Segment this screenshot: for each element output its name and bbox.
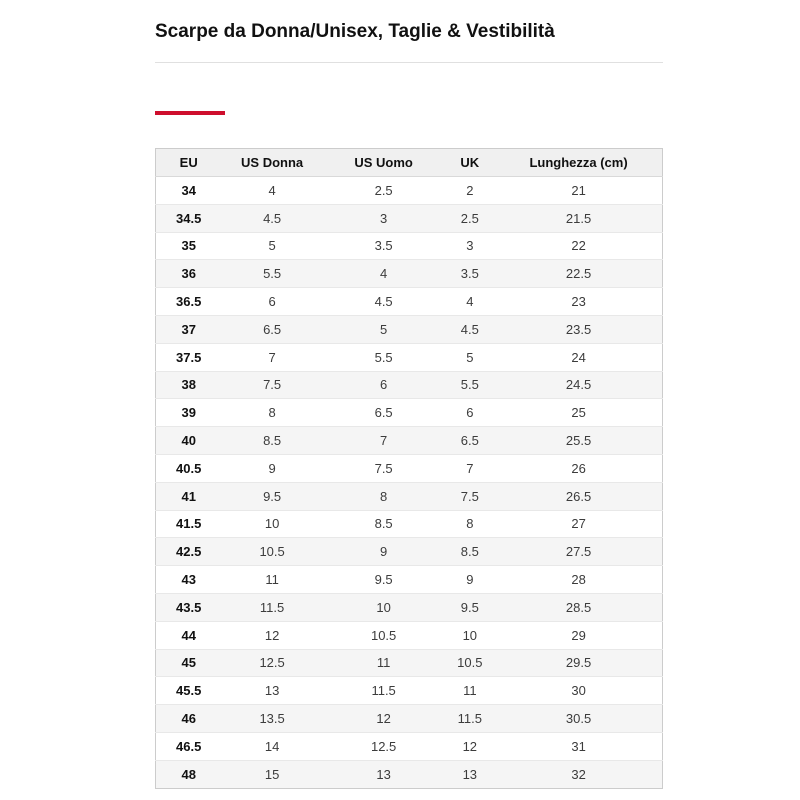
table-row [156, 621, 663, 649]
size-value-cell: 26 [495, 454, 662, 482]
size-value-cell: 10 [323, 593, 445, 621]
size-value-cell: 5 [323, 315, 445, 343]
size-value-cell: 9 [323, 538, 445, 566]
eu-size-cell: 48 [156, 760, 222, 788]
size-table [155, 148, 663, 789]
size-value-cell: 12.5 [221, 649, 322, 677]
size-value-cell: 6.5 [323, 399, 445, 427]
size-value-cell: 10 [444, 621, 495, 649]
size-value-cell: 4 [323, 260, 445, 288]
table-row [156, 705, 663, 733]
table-row [156, 232, 663, 260]
size-value-cell: 3 [323, 204, 445, 232]
size-value-cell: 9 [444, 566, 495, 594]
size-value-cell: 8 [323, 482, 445, 510]
table-row [156, 343, 663, 371]
size-value-cell: 4.5 [221, 204, 322, 232]
size-value-cell: 7 [444, 454, 495, 482]
column-header: Lunghezza (cm) [495, 149, 662, 177]
size-value-cell: 9.5 [444, 593, 495, 621]
eu-size-cell: 36 [156, 260, 222, 288]
eu-size-cell: 41.5 [156, 510, 222, 538]
size-value-cell: 7.5 [323, 454, 445, 482]
table-row [156, 204, 663, 232]
column-header: EU [156, 149, 222, 177]
size-value-cell: 24.5 [495, 371, 662, 399]
size-value-cell: 6 [323, 371, 445, 399]
table-row [156, 399, 663, 427]
size-value-cell: 6.5 [444, 427, 495, 455]
table-row [156, 760, 663, 788]
table-row [156, 482, 663, 510]
size-value-cell: 10.5 [323, 621, 445, 649]
size-value-cell: 11 [221, 566, 322, 594]
eu-size-cell: 44 [156, 621, 222, 649]
size-value-cell: 27 [495, 510, 662, 538]
table-row [156, 732, 663, 760]
column-header: UK [444, 149, 495, 177]
page-title: Scarpe da Donna/Unisex, Taglie & Vestibilità [155, 21, 555, 42]
size-value-cell: 8.5 [323, 510, 445, 538]
size-value-cell: 12 [221, 621, 322, 649]
size-value-cell: 4 [221, 177, 322, 205]
eu-size-cell: 35 [156, 232, 222, 260]
table-row [156, 593, 663, 621]
size-value-cell: 27.5 [495, 538, 662, 566]
eu-size-cell: 34.5 [156, 204, 222, 232]
size-value-cell: 21 [495, 177, 662, 205]
size-value-cell: 11.5 [323, 677, 445, 705]
eu-size-cell: 46 [156, 705, 222, 733]
size-value-cell: 5 [444, 343, 495, 371]
size-value-cell: 12 [323, 705, 445, 733]
table-row [156, 177, 663, 205]
column-header: US Uomo [323, 149, 445, 177]
size-value-cell: 11.5 [221, 593, 322, 621]
size-value-cell: 12.5 [323, 732, 445, 760]
size-value-cell: 12 [444, 732, 495, 760]
eu-size-cell: 40.5 [156, 454, 222, 482]
size-value-cell: 6.5 [221, 315, 322, 343]
size-value-cell: 11 [323, 649, 445, 677]
size-value-cell: 24 [495, 343, 662, 371]
eu-size-cell: 41 [156, 482, 222, 510]
size-value-cell: 15 [221, 760, 322, 788]
size-value-cell: 14 [221, 732, 322, 760]
size-value-cell: 7.5 [444, 482, 495, 510]
size-value-cell: 10.5 [221, 538, 322, 566]
column-header: US Donna [221, 149, 322, 177]
size-value-cell: 7 [221, 343, 322, 371]
table-row [156, 538, 663, 566]
eu-size-cell: 38 [156, 371, 222, 399]
table-row [156, 371, 663, 399]
eu-size-cell: 39 [156, 399, 222, 427]
size-value-cell: 30.5 [495, 705, 662, 733]
size-value-cell: 9.5 [221, 482, 322, 510]
eu-size-cell: 34 [156, 177, 222, 205]
eu-size-cell: 43 [156, 566, 222, 594]
size-value-cell: 11.5 [444, 705, 495, 733]
size-value-cell: 4.5 [444, 315, 495, 343]
size-value-cell: 30 [495, 677, 662, 705]
size-value-cell: 2.5 [444, 204, 495, 232]
size-value-cell: 11 [444, 677, 495, 705]
title-divider [155, 62, 663, 63]
size-value-cell: 22 [495, 232, 662, 260]
size-value-cell: 26.5 [495, 482, 662, 510]
eu-size-cell: 40 [156, 427, 222, 455]
size-value-cell: 3.5 [444, 260, 495, 288]
size-value-cell: 28.5 [495, 593, 662, 621]
size-value-cell: 5.5 [444, 371, 495, 399]
size-value-cell: 25.5 [495, 427, 662, 455]
size-value-cell: 8.5 [444, 538, 495, 566]
size-value-cell: 10 [221, 510, 322, 538]
size-guide-section [155, 20, 663, 789]
eu-size-cell: 45 [156, 649, 222, 677]
eu-size-cell: 46.5 [156, 732, 222, 760]
size-value-cell: 29 [495, 621, 662, 649]
table-header-row [156, 149, 663, 177]
table-row [156, 260, 663, 288]
size-value-cell: 31 [495, 732, 662, 760]
eu-size-cell: 37 [156, 315, 222, 343]
eu-size-cell: 43.5 [156, 593, 222, 621]
size-value-cell: 9 [221, 454, 322, 482]
eu-size-cell: 42.5 [156, 538, 222, 566]
table-row [156, 427, 663, 455]
size-value-cell: 28 [495, 566, 662, 594]
size-value-cell: 8.5 [221, 427, 322, 455]
size-value-cell: 32 [495, 760, 662, 788]
table-row [156, 649, 663, 677]
size-value-cell: 3.5 [323, 232, 445, 260]
size-value-cell: 7 [323, 427, 445, 455]
size-value-cell: 4 [444, 288, 495, 316]
size-value-cell: 21.5 [495, 204, 662, 232]
size-value-cell: 10.5 [444, 649, 495, 677]
size-value-cell: 9.5 [323, 566, 445, 594]
table-row [156, 288, 663, 316]
accent-bar [155, 111, 225, 115]
eu-size-cell: 45.5 [156, 677, 222, 705]
size-value-cell: 8 [221, 399, 322, 427]
size-table-body [156, 177, 663, 789]
eu-size-cell: 37.5 [156, 343, 222, 371]
size-value-cell: 29.5 [495, 649, 662, 677]
size-value-cell: 4.5 [323, 288, 445, 316]
size-value-cell: 6 [444, 399, 495, 427]
table-row [156, 566, 663, 594]
size-value-cell: 25 [495, 399, 662, 427]
size-value-cell: 2 [444, 177, 495, 205]
table-row [156, 677, 663, 705]
size-value-cell: 3 [444, 232, 495, 260]
size-value-cell: 6 [221, 288, 322, 316]
size-value-cell: 13 [323, 760, 445, 788]
size-value-cell: 5.5 [323, 343, 445, 371]
size-value-cell: 2.5 [323, 177, 445, 205]
size-value-cell: 13 [221, 677, 322, 705]
eu-size-cell: 36.5 [156, 288, 222, 316]
size-value-cell: 13.5 [221, 705, 322, 733]
size-value-cell: 23 [495, 288, 662, 316]
size-value-cell: 5.5 [221, 260, 322, 288]
size-value-cell: 5 [221, 232, 322, 260]
size-value-cell: 22.5 [495, 260, 662, 288]
size-value-cell: 13 [444, 760, 495, 788]
size-value-cell: 8 [444, 510, 495, 538]
size-value-cell: 7.5 [221, 371, 322, 399]
table-row [156, 510, 663, 538]
table-row [156, 454, 663, 482]
size-value-cell: 23.5 [495, 315, 662, 343]
table-row [156, 315, 663, 343]
